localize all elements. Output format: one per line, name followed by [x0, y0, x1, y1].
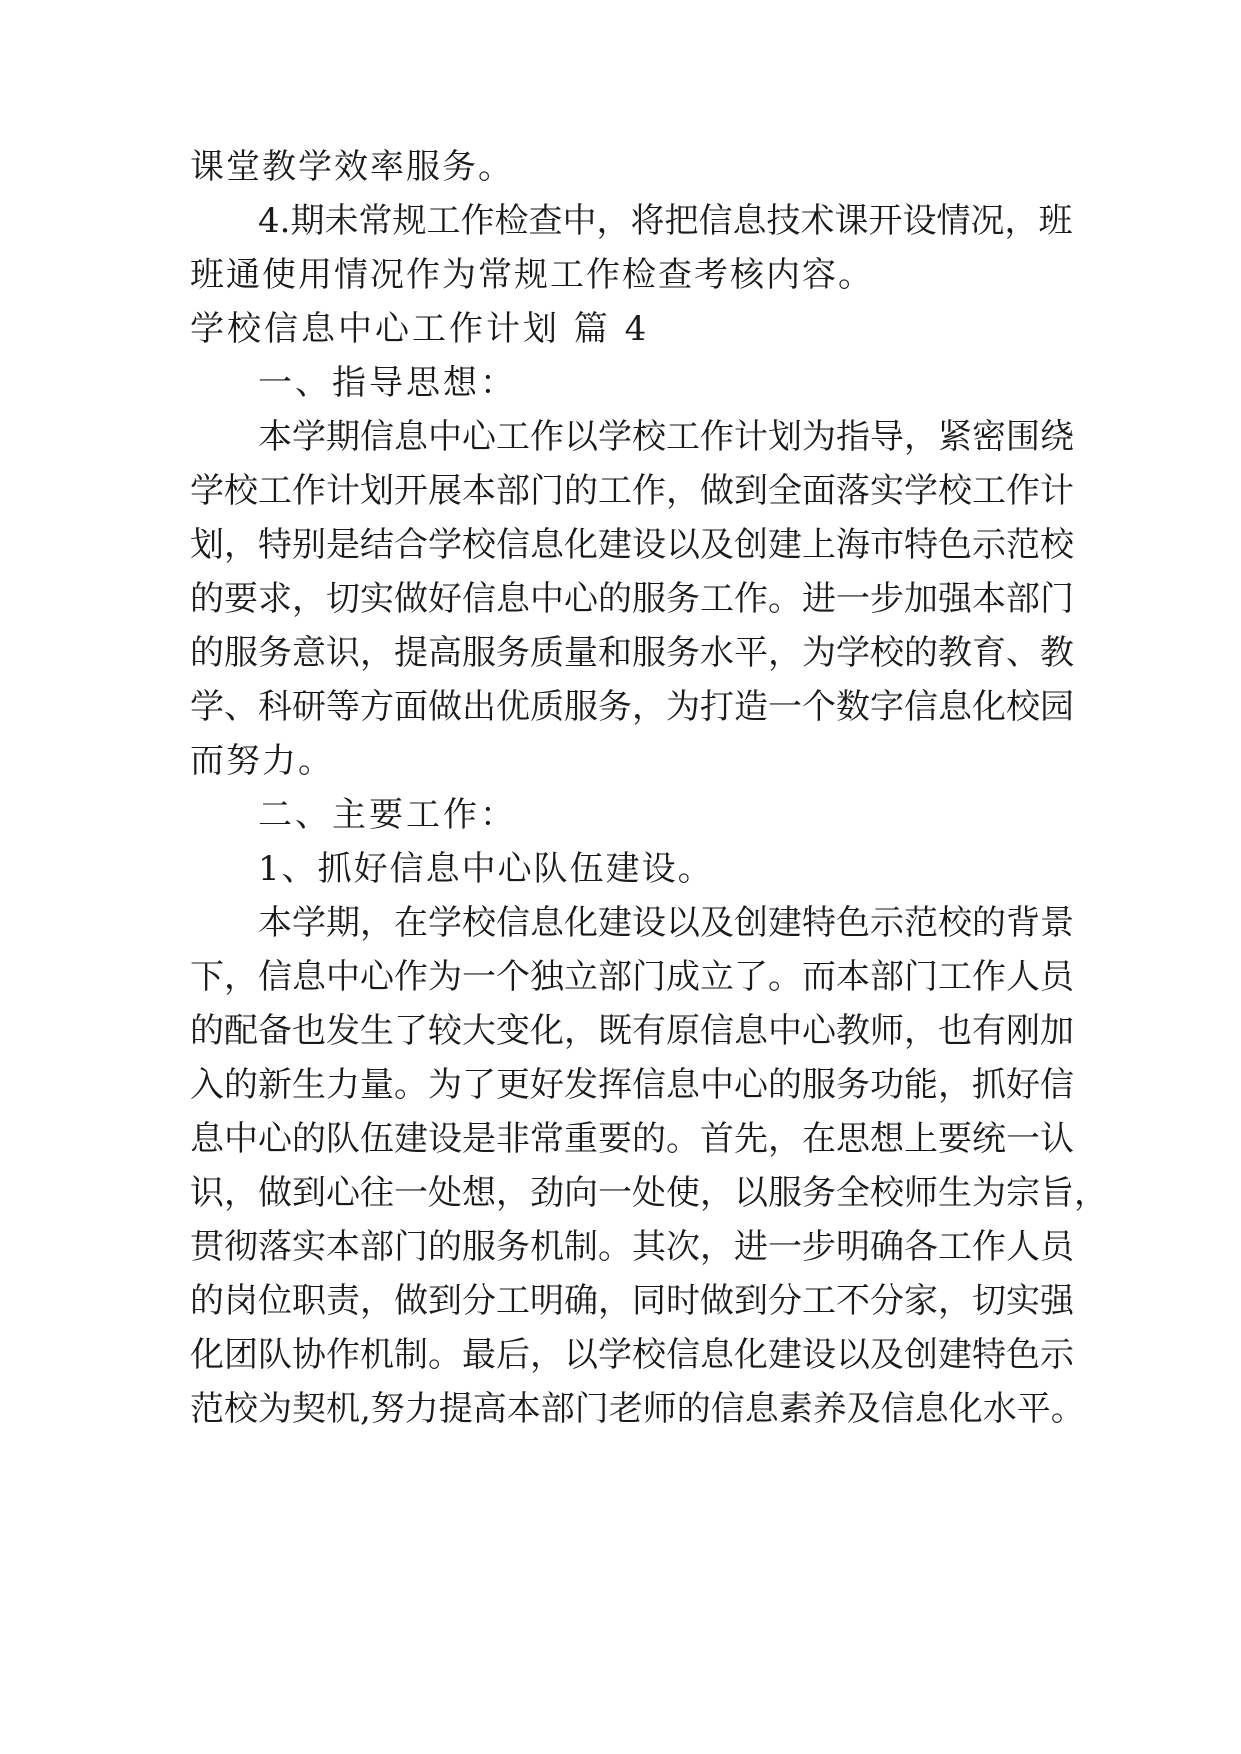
text-line: 学校工作计划开展本部门的工作，做到全面落实学校工作计 — [190, 471, 1074, 511]
text-line: 入的新生力量。为了更好发挥信息中心的服务功能，抓好信 — [190, 1065, 1074, 1105]
text-line: 的要求，切实做好信息中心的服务工作。进一步加强本部门 — [190, 579, 1074, 619]
text-line: 班通使用情况作为常规工作检查考核内容。 — [190, 255, 874, 295]
text-line: 而努力。 — [190, 741, 334, 781]
text-line: 的岗位职责，做到分工明确，同时做到分工不分家，切实强 — [190, 1281, 1074, 1321]
text-line: 本学期信息中心工作以学校工作计划为指导，紧密围绕 — [258, 417, 1074, 457]
text-line: 4.期未常规工作检查中，将把信息技术课开设情况，班 — [258, 201, 1073, 241]
text-line: 划，特别是结合学校信息化建设以及创建上海市特色示范校 — [190, 525, 1074, 565]
section-heading: 二、主要工作： — [258, 795, 517, 835]
subsection-heading: 1、抓好信息中心队伍建设。 — [258, 849, 714, 889]
text-line: 课堂教学效率服务。 — [190, 147, 514, 187]
text-line: 本学期，在学校信息化建设以及创建特色示范校的背景 — [258, 903, 1074, 943]
text-line: 贯彻落实本部门的服务机制。其次，进一步明确各工作人员 — [190, 1227, 1074, 1267]
text-line: 的服务意识，提高服务质量和服务水平，为学校的教育、教 — [190, 633, 1074, 673]
text-line: 识，做到心往一处想，劲向一处使，以服务全校师生为宗旨， — [190, 1173, 1108, 1213]
section-heading: 一、指导思想： — [258, 363, 517, 403]
section-title: 学校信息中心工作计划 篇 4 — [190, 309, 650, 349]
text-line: 学、科研等方面做出优质服务，为打造一个数字信息化校园 — [190, 687, 1074, 727]
text-line: 下，信息中心作为一个独立部门成立了。而本部门工作人员 — [190, 957, 1074, 997]
text-line: 的配备也发生了较大变化，既有原信息中心教师，也有刚加 — [190, 1011, 1074, 1051]
text-line: 息中心的队伍建设是非常重要的。首先，在思想上要统一认 — [190, 1119, 1074, 1159]
text-line: 化团队协作机制。最后，以学校信息化建设以及创建特色示 — [190, 1335, 1074, 1375]
text-line: 范校为契机,努力提高本部门老师的信息素养及信息化水平。 — [190, 1389, 1085, 1429]
